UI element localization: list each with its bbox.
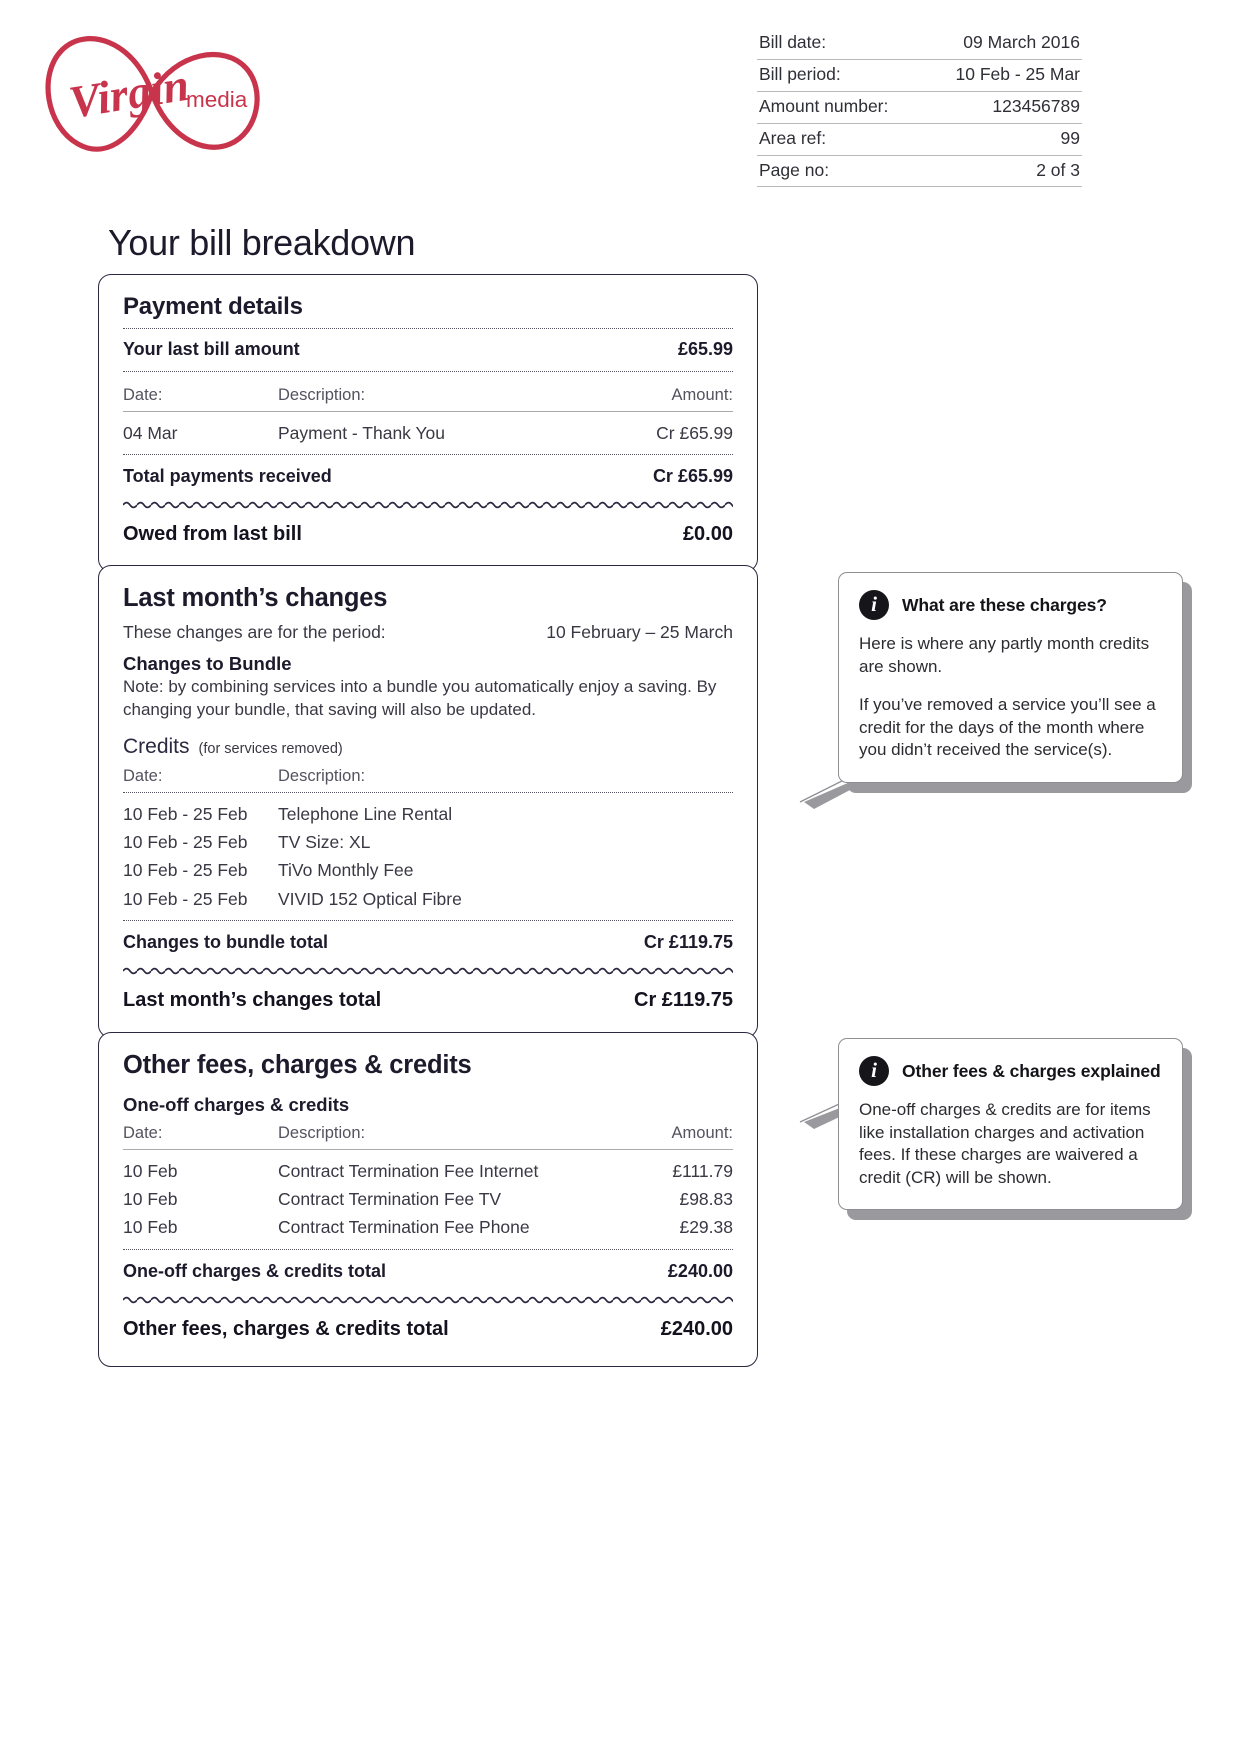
row-date: 10 Feb - 25 Feb — [123, 860, 248, 881]
table-row — [123, 419, 733, 447]
table-row — [123, 800, 733, 828]
callout-body — [859, 1099, 1162, 1189]
section-title: Last month’s changes — [123, 584, 388, 612]
callout-title: What are these charges? — [902, 594, 1107, 615]
column-header-date: Date: — [123, 386, 163, 404]
section-title: Payment details — [123, 293, 303, 320]
column-header-description: Description: — [278, 767, 366, 786]
meta-value: 09 March 2016 — [923, 28, 1082, 59]
row-date: 10 Feb - 25 Feb — [123, 832, 248, 853]
row-amount: £98.83 — [679, 1189, 733, 1209]
total-amount: Cr £119.75 — [643, 931, 733, 952]
info-icon — [859, 590, 889, 620]
callout-paragraph: If you’ve removed a service you’ll see a credit for the days of the month where you didn’t received the service(s). — [859, 695, 1156, 760]
meta-row-area-ref — [757, 123, 1082, 155]
row-date: 10 Feb - 25 Feb — [123, 803, 248, 824]
svg-text:Virgin: Virgin — [65, 58, 193, 128]
callout-body — [859, 633, 1162, 762]
total-amount: £240.00 — [667, 1260, 733, 1281]
row-date: 10 Feb — [123, 1217, 178, 1238]
info-callout-charges — [838, 572, 1183, 783]
wave-divider — [123, 1294, 733, 1304]
row-date: 10 Feb - 25 Feb — [123, 888, 248, 909]
svg-text:media: media — [186, 87, 248, 112]
last-months-changes-total-row — [123, 975, 733, 1017]
total-label: Changes to bundle total — [123, 931, 328, 952]
meta-row-bill-period — [757, 59, 1082, 91]
meta-value: 99 — [923, 123, 1082, 155]
one-off-charges-heading: One-off charges & credits — [123, 1094, 350, 1115]
bill-meta-table — [757, 28, 1082, 187]
last-months-changes-box — [98, 565, 758, 1038]
total-payments-row — [123, 455, 733, 499]
table-row — [123, 828, 733, 856]
column-header-description: Description: — [278, 386, 366, 404]
info-callout-other-fees — [838, 1038, 1183, 1210]
table-header-row — [123, 760, 733, 792]
row-amount: £29.38 — [679, 1217, 733, 1238]
other-fees-box — [98, 1032, 758, 1367]
meta-label: Area ref: — [757, 123, 923, 155]
last-bill-label: Your last bill amount — [123, 339, 300, 359]
row-description: Telephone Line Rental — [278, 803, 453, 824]
meta-value: 10 Feb - 25 Mar — [923, 59, 1082, 91]
column-header-date: Date: — [123, 1124, 163, 1142]
column-header-date: Date: — [123, 767, 163, 786]
credits-heading: Credits — [123, 735, 190, 759]
credits-heading-wrap — [123, 735, 733, 759]
changes-to-bundle-heading: Changes to Bundle — [123, 653, 292, 674]
meta-value: 2 of 3 — [923, 155, 1082, 187]
row-date: 04 Mar — [123, 422, 178, 443]
meta-label: Amount number: — [757, 91, 923, 123]
total-amount: Cr £65.99 — [652, 466, 733, 486]
credits-subnote: (for services removed) — [198, 741, 343, 758]
row-description: VIVID 152 Optical Fibre — [278, 888, 462, 909]
grand-total-amount: £240.00 — [660, 1317, 733, 1340]
column-header-amount: Amount: — [671, 386, 733, 404]
row-amount: Cr £65.99 — [656, 422, 733, 443]
period-label: These changes are for the period: — [123, 622, 386, 642]
meta-row-bill-date — [757, 28, 1082, 59]
grand-total-label: Last month’s changes total — [123, 988, 382, 1011]
table-row — [123, 1157, 733, 1185]
meta-row-amount-number — [757, 91, 1082, 123]
owed-from-last-bill-row — [123, 509, 733, 551]
row-description: Contract Termination Fee Internet — [278, 1160, 539, 1181]
grand-total-amount: £0.00 — [682, 523, 733, 545]
info-icon — [859, 1056, 889, 1086]
wave-divider — [123, 499, 733, 509]
period-row — [123, 620, 733, 653]
table-row — [123, 1185, 733, 1213]
callout-paragraph: One-off charges & credits are for items like installation charges and activation fees. If these charges are waivered a credit (CR) will be shown. — [859, 1100, 1151, 1187]
callout-header — [859, 1056, 1162, 1086]
meta-label: Bill period: — [757, 59, 923, 91]
table-row — [123, 856, 733, 884]
meta-label: Page no: — [757, 155, 923, 187]
section-title: Other fees, charges & credits — [123, 1051, 472, 1079]
wave-divider — [123, 965, 733, 975]
one-off-total-row — [123, 1250, 733, 1294]
other-fees-total-row — [123, 1304, 733, 1346]
callout-header — [859, 590, 1162, 620]
bundle-note: Note: by combining services into a bundle you automatically enjoy a saving. By changing your bundle, that saving will also be updated. — [123, 677, 717, 719]
table-row — [123, 885, 733, 913]
table-header-row — [123, 1117, 733, 1149]
total-label: One-off charges & credits total — [123, 1260, 387, 1281]
row-description: Contract Termination Fee TV — [278, 1189, 502, 1209]
grand-total-label: Owed from last bill — [123, 523, 302, 545]
column-header-amount: Amount: — [671, 1124, 733, 1142]
changes-to-bundle-total-row — [123, 921, 733, 965]
meta-label: Bill date: — [757, 28, 923, 59]
page-title: Your bill breakdown — [108, 222, 416, 263]
grand-total-label: Other fees, charges & credits total — [123, 1317, 449, 1340]
total-label: Total payments received — [123, 466, 332, 486]
row-description: Payment - Thank You — [278, 422, 446, 443]
row-date: 10 Feb — [123, 1189, 178, 1209]
last-bill-amount: £65.99 — [677, 339, 733, 359]
callout-paragraph: Here is where any partly month credits are shown. — [859, 634, 1150, 676]
callout-title: Other fees & charges explained — [902, 1060, 1161, 1081]
row-date: 10 Feb — [123, 1160, 178, 1181]
payment-details-box — [98, 274, 758, 572]
table-header-row — [123, 379, 733, 411]
meta-row-page-no — [757, 155, 1082, 187]
grand-total-amount: Cr £119.75 — [634, 988, 733, 1011]
last-bill-amount-row — [123, 329, 733, 371]
row-description: TiVo Monthly Fee — [278, 860, 414, 881]
column-header-description: Description: — [278, 1124, 366, 1142]
row-description: TV Size: XL — [278, 832, 371, 853]
period-value: 10 February – 25 March — [546, 622, 733, 642]
row-amount: £111.79 — [672, 1160, 733, 1181]
row-description: Contract Termination Fee Phone — [278, 1217, 530, 1238]
table-row — [123, 1213, 733, 1241]
meta-value: 123456789 — [923, 91, 1082, 123]
virgin-media-logo — [34, 18, 274, 168]
